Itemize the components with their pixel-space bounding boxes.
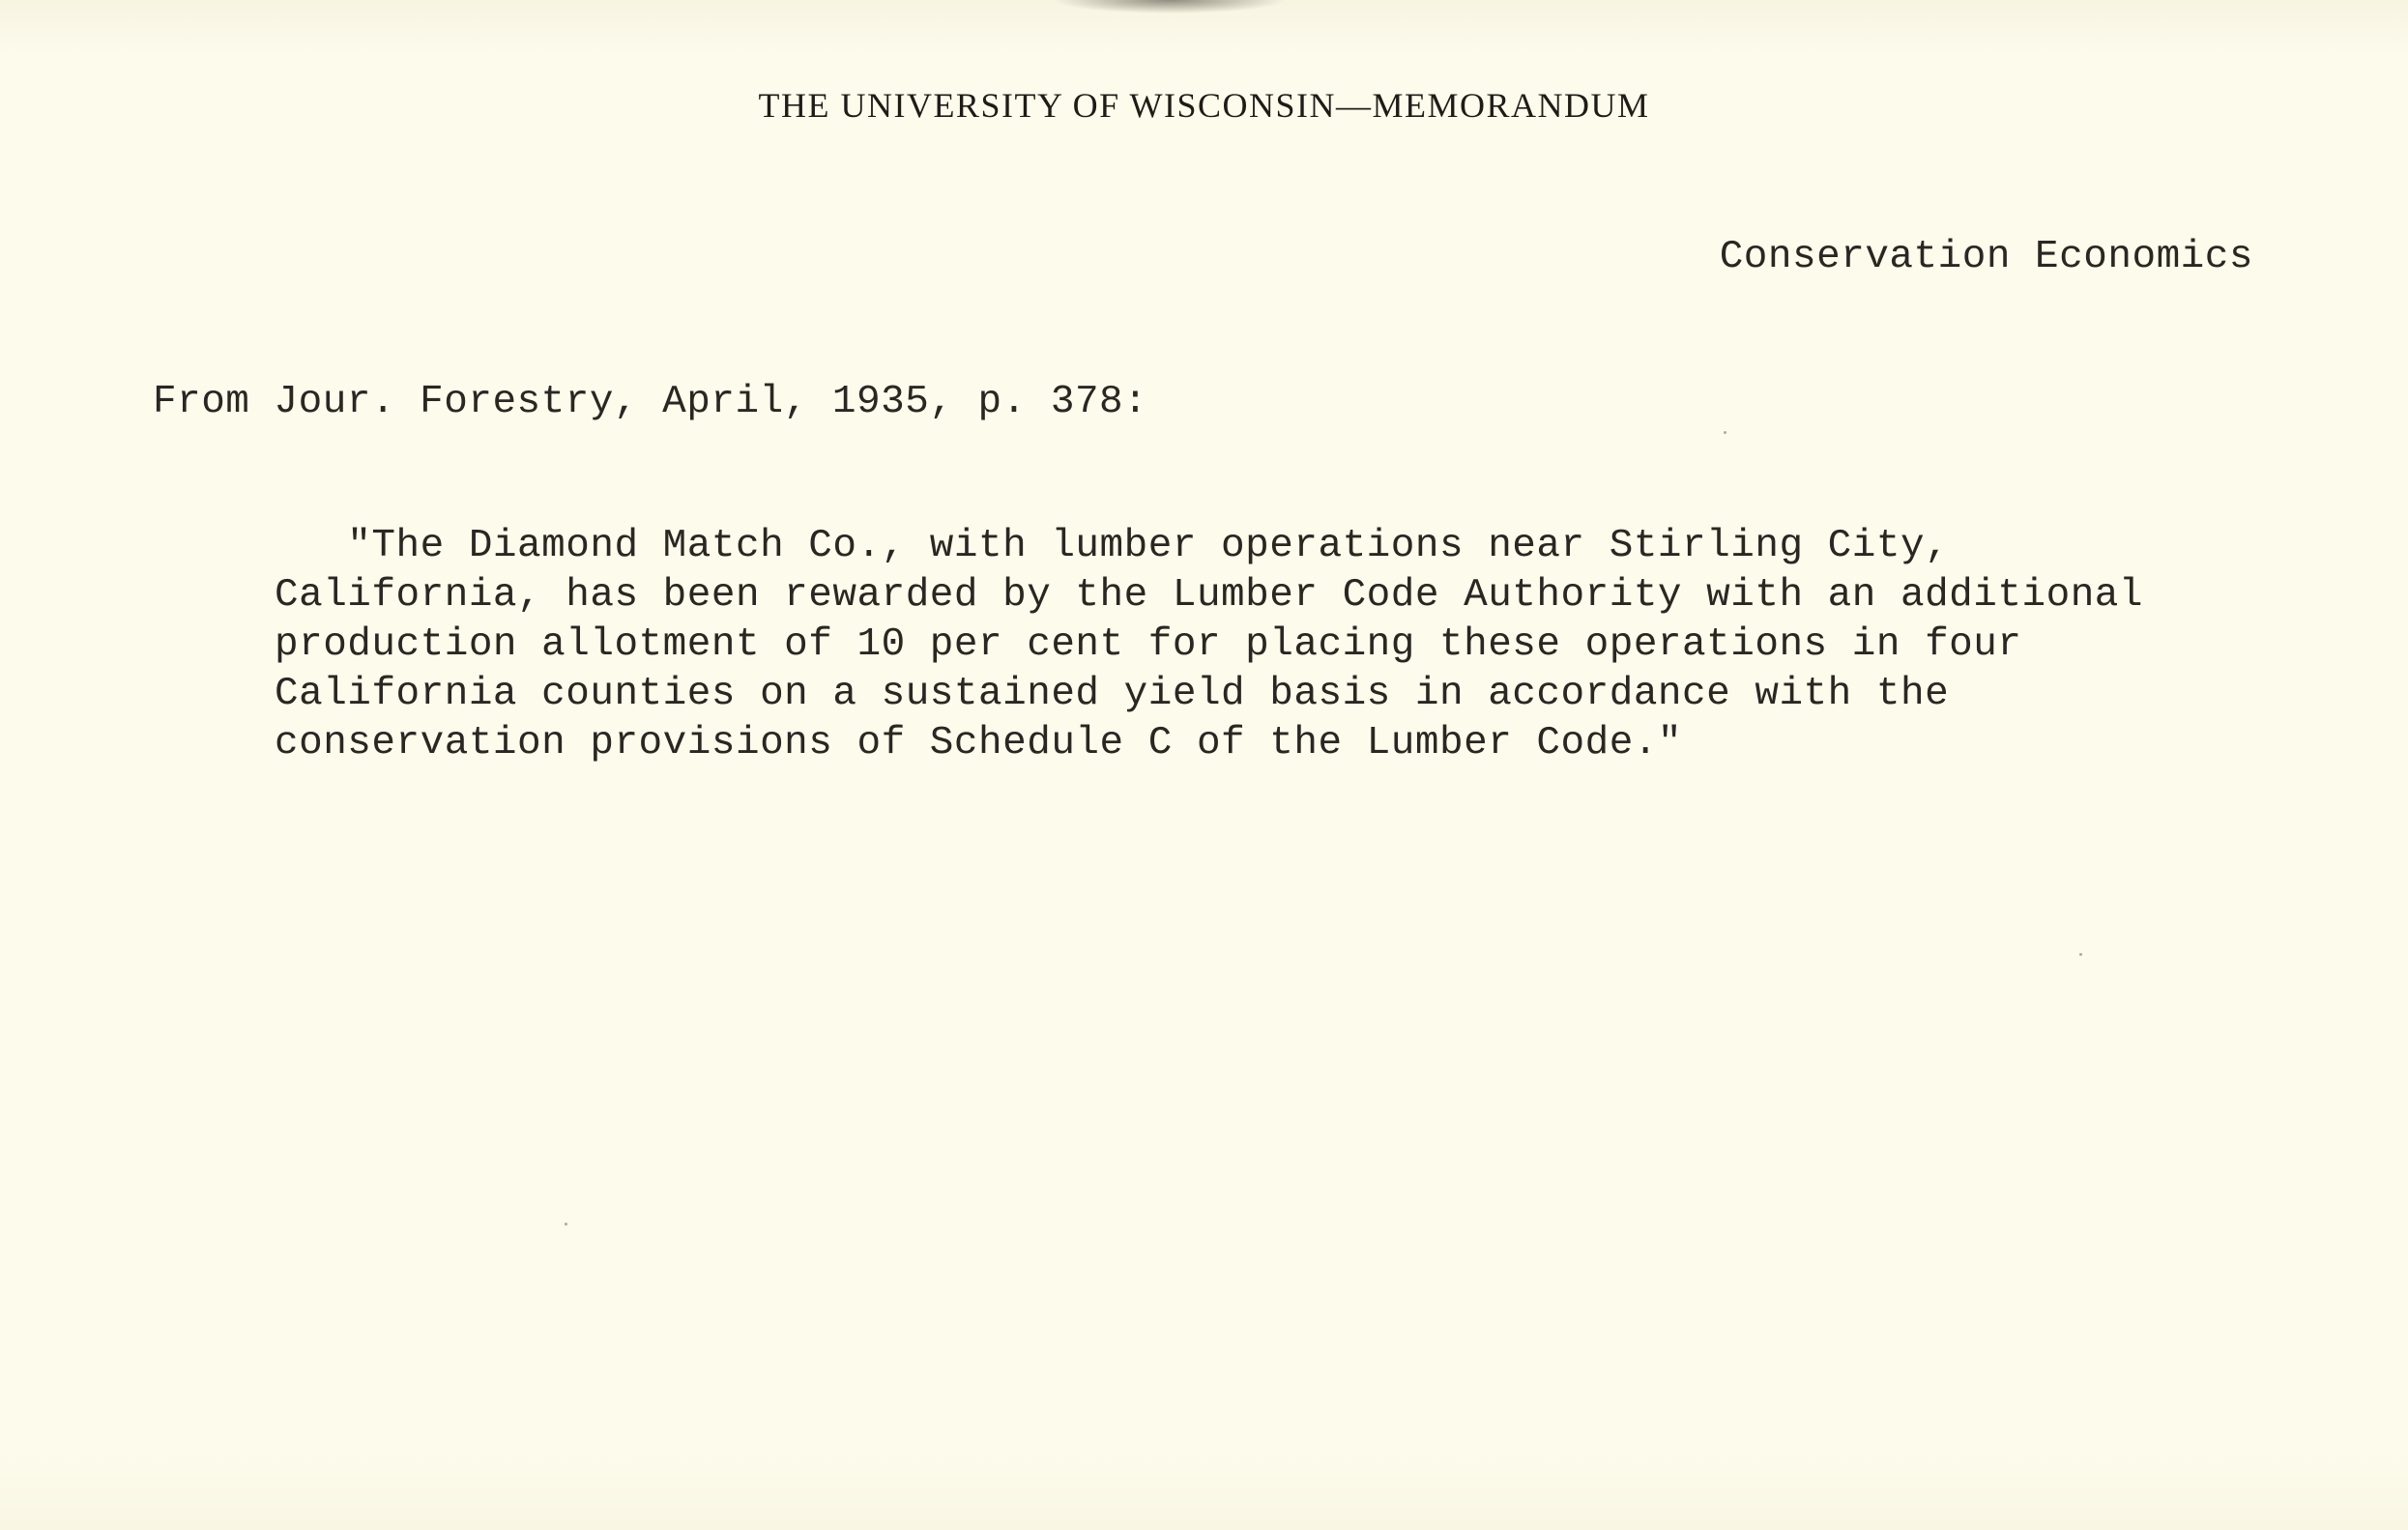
- quote-line: California, has been rewarded by the Lumber Code Authority with an additional: [275, 573, 2144, 618]
- paper-speck: [1724, 431, 1726, 434]
- source-citation: From Jour. Forestry, April, 1935, p. 378:: [153, 380, 1148, 424]
- quotation-block: [275, 522, 2208, 768]
- quote-line: conservation provisions of Schedule C of the Lumber Code.": [275, 721, 1683, 765]
- department-heading: Conservation Economics: [1719, 235, 2253, 279]
- paper-speck: [2079, 953, 2082, 956]
- quote-line: California counties on a sustained yield basis in accordance with the: [275, 672, 1950, 716]
- quote-line: production allotment of 10 per cent for placing these operations in four: [275, 622, 2022, 667]
- letterhead: THE UNIVERSITY OF WISCONSIN—MEMORANDUM: [758, 86, 1650, 125]
- paper-speck: [565, 1223, 567, 1226]
- quote-line: "The Diamond Match Co., with lumber operations near Stirling City,: [275, 524, 1950, 568]
